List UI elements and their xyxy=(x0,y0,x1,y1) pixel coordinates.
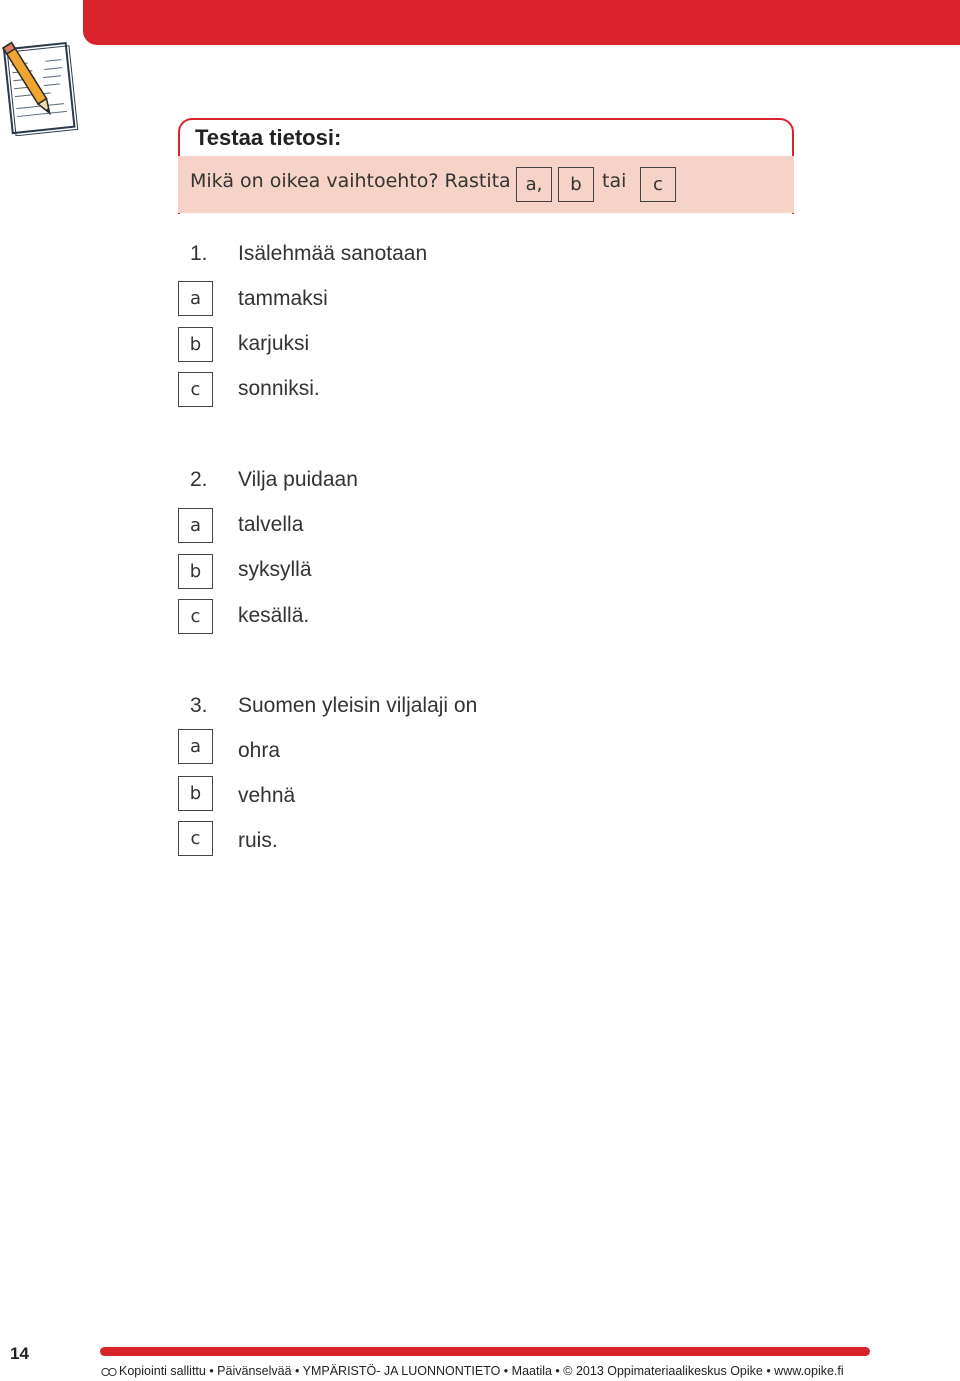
quiz-title: Testaa tietosi: xyxy=(195,125,342,150)
question-1-number: 1. xyxy=(190,242,208,265)
cc-icon xyxy=(101,1367,117,1377)
q1-option-b-text: karjuksi xyxy=(238,332,310,355)
q2-option-a-text: talvella xyxy=(238,513,304,536)
instruction-text: Mikä on oikea vaihtoehto? Rastita xyxy=(190,170,511,192)
instruction-joiner: tai xyxy=(602,170,627,192)
q3-option-b-text: vehnä xyxy=(238,784,296,807)
instruction-box-a: a, xyxy=(516,167,552,202)
q2-option-b-checkbox[interactable]: b xyxy=(178,554,213,589)
footer-red-bar xyxy=(100,1347,870,1356)
footer-copyright-text: Kopiointi sallittu • Päivänselvää • YMPÄRISTÖ- JA LUONNONTIETO • Maatila • © 2013 Oppimateriaalikeskus Opike • www.opike.fi xyxy=(119,1364,844,1378)
q2-option-c-checkbox[interactable]: c xyxy=(178,599,213,634)
notepad-pencil-icon xyxy=(0,36,80,136)
q3-option-a-checkbox[interactable]: a xyxy=(178,729,213,764)
question-3-text: Suomen yleisin viljalaji on xyxy=(238,694,478,717)
q1-option-c-text: sonniksi. xyxy=(238,377,320,400)
q3-option-c-checkbox[interactable]: c xyxy=(178,821,213,856)
instruction-box-c: c xyxy=(640,167,676,202)
question-1-text: Isälehmää sanotaan xyxy=(238,242,428,265)
instruction-box-b: b xyxy=(558,167,594,202)
page-number: 14 xyxy=(10,1344,29,1363)
q1-option-a-text: tammaksi xyxy=(238,287,328,310)
q3-option-c-text: ruis. xyxy=(238,829,278,852)
q2-option-b-text: syksyllä xyxy=(238,558,312,581)
q3-option-a-text: ohra xyxy=(238,739,281,762)
q1-option-a-checkbox[interactable]: a xyxy=(178,281,213,316)
question-2-number: 2. xyxy=(190,468,208,491)
q2-option-c-text: kesällä. xyxy=(238,604,310,627)
q1-option-c-checkbox[interactable]: c xyxy=(178,372,213,407)
q1-option-b-checkbox[interactable]: b xyxy=(178,327,213,362)
question-3-number: 3. xyxy=(190,694,208,717)
top-red-bar xyxy=(83,0,960,45)
q2-option-a-checkbox[interactable]: a xyxy=(178,508,213,543)
question-2-text: Vilja puidaan xyxy=(238,468,358,491)
q3-option-b-checkbox[interactable]: b xyxy=(178,776,213,811)
